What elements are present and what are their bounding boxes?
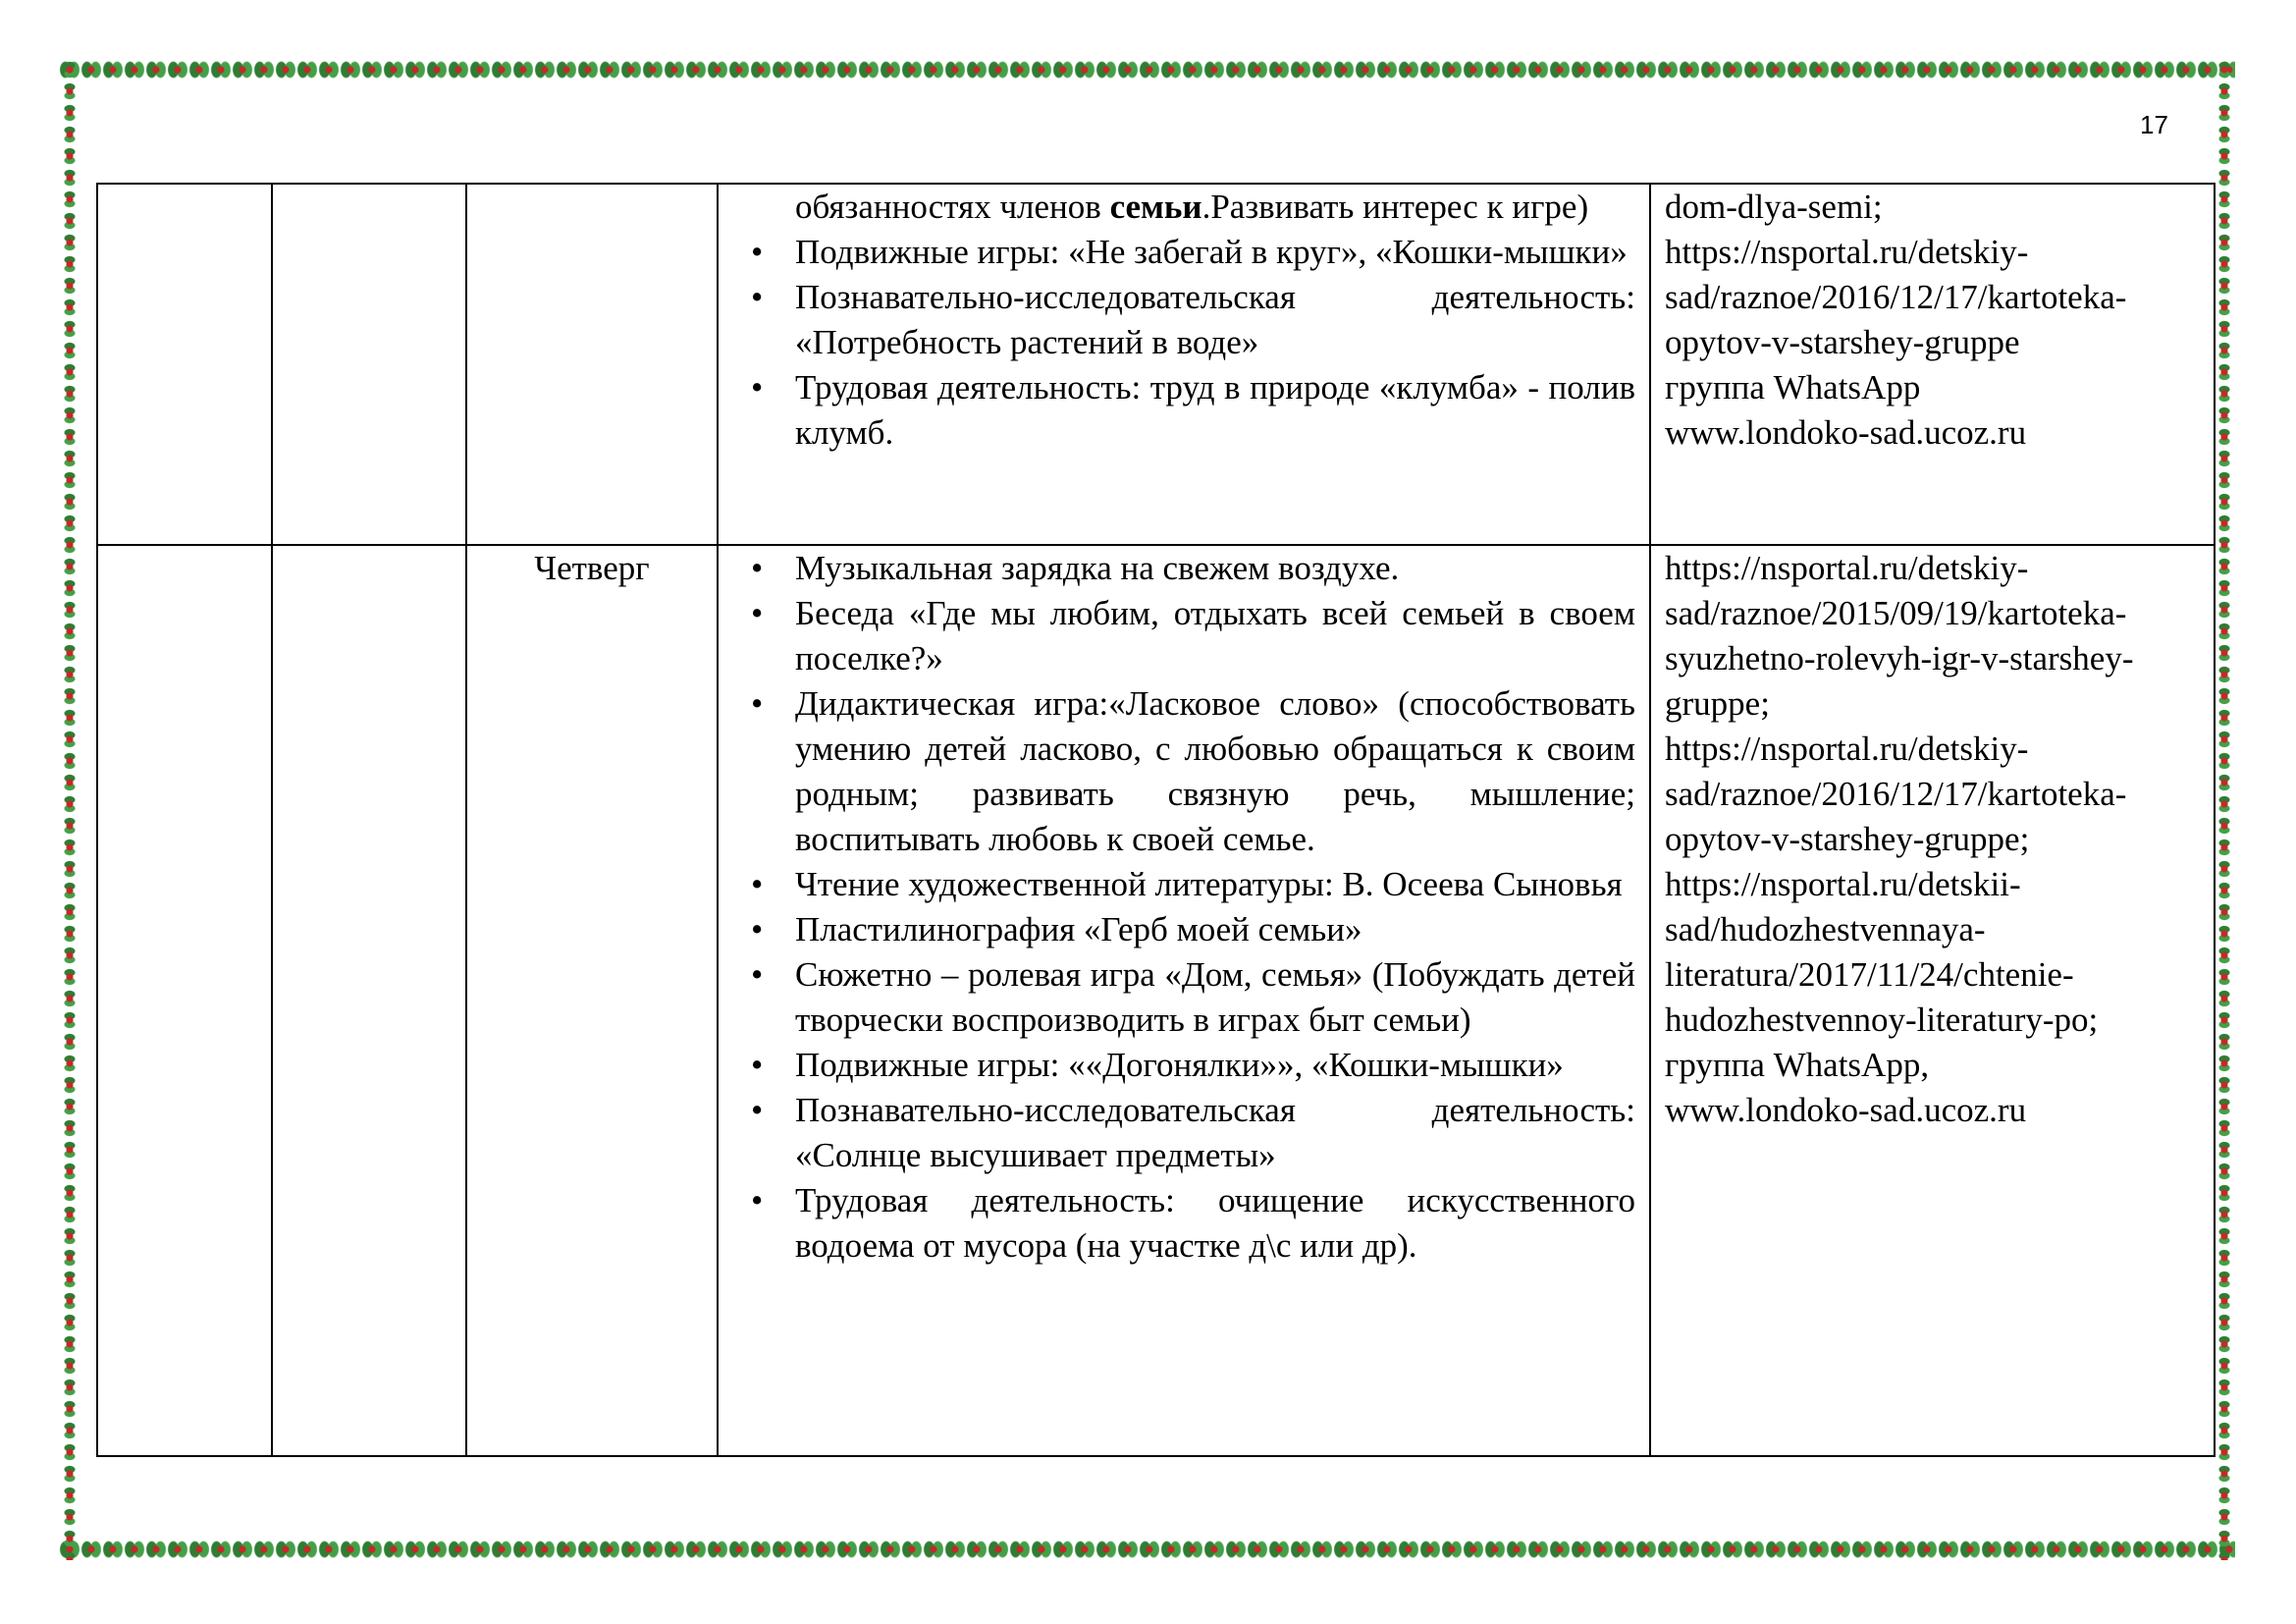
list-item: • Дидактическая игра:«Ласковое слово» (способствовать умению детей ласково, с любовью обращаться к своим родным; развивать связную речь, мышление; воспитывать любовь к своей семье.	[795, 681, 1635, 862]
resource-link[interactable]: https://nsportal.ru/detskii-	[1665, 865, 2021, 903]
activity-plan-table	[96, 183, 2216, 1457]
cell-resources	[1650, 184, 2215, 545]
resource-link[interactable]: sad/raznoe/2015/09/19/kartoteka-	[1665, 594, 2127, 632]
resource-link[interactable]: gruppe;	[1665, 684, 1770, 723]
cell-empty-1	[97, 184, 272, 545]
list-item: • Подвижные игры: ««Догонялки»», «Кошки-мышки»	[795, 1043, 1635, 1088]
activity-list	[732, 546, 1635, 1269]
resource-text: группа WhatsApp,	[1665, 1046, 1930, 1084]
list-item: • Подвижные игры: «Не забегай в круг», «Кошки-мышки»	[795, 230, 1635, 275]
list-item: • Познавательно-исследовательская деятельность: «Потребность растений в воде»	[795, 275, 1635, 365]
list-item: • Познавательно-исследовательская деятельность: «Солнце высушивает предметы»	[795, 1088, 1635, 1178]
resource-link[interactable]: opytov-v-starshey-gruppe	[1665, 323, 2020, 361]
resource-link[interactable]: literatura/2017/11/24/chtenie-	[1665, 955, 2074, 994]
resource-link[interactable]: opytov-v-starshey-gruppe;	[1665, 820, 2030, 858]
resource-link[interactable]: syuzhetno-rolevyh-igr-v-starshey-	[1665, 639, 2134, 677]
resource-link[interactable]: sad/raznoe/2016/12/17/kartoteka-	[1665, 775, 2127, 813]
resource-link[interactable]: sad/raznoe/2016/12/17/kartoteka-	[1665, 278, 2127, 316]
day-label: Четверг	[534, 549, 650, 587]
table-row	[97, 184, 2215, 545]
cell-empty-1	[97, 545, 272, 1456]
resource-text: группа WhatsApp	[1665, 368, 1921, 406]
resource-link[interactable]: www.londoko-sad.ucoz.ru	[1665, 1091, 2027, 1129]
list-item: • Чтение художественной литературы: В. Осеева Сыновья	[795, 862, 1635, 907]
holly-garland-left	[59, 59, 80, 1560]
list-item: • Трудовая деятельность: очищение искусственного водоема от мусора (на участке д\с или др).	[795, 1178, 1635, 1269]
cell-activities	[718, 545, 1650, 1456]
cell-day	[466, 545, 718, 1456]
list-item: • Трудовая деятельность: труд в природе «клумба» - полив клумб.	[795, 365, 1635, 456]
resource-link[interactable]: hudozhestvennoy-literatury-po;	[1665, 1001, 2099, 1039]
cell-resources	[1650, 545, 2215, 1456]
list-item: • Музыкальная зарядка на свежем воздухе.	[795, 546, 1635, 591]
resource-link[interactable]: https://nsportal.ru/detskiy-	[1665, 233, 2029, 271]
list-item: • Беседа «Где мы любим, отдыхать всей семьей в своем поселке?»	[795, 591, 1635, 681]
holly-garland-top	[59, 59, 2235, 81]
cell-activities	[718, 184, 1650, 545]
page-number: 17	[2140, 110, 2168, 139]
resource-link[interactable]: https://nsportal.ru/detskiy-	[1665, 549, 2029, 587]
resource-link[interactable]: dom-dlya-semi;	[1665, 188, 1883, 226]
holly-garland-bottom	[59, 1539, 2235, 1560]
resource-link[interactable]: www.londoko-sad.ucoz.ru	[1665, 413, 2027, 452]
list-item: обязанностях членов семьи.Развивать интерес к игре)	[795, 188, 1589, 226]
list-item: • Сюжетно – ролевая игра «Дом, семья» (Побуждать детей творчески воспроизводить в играх быт семьи)	[795, 952, 1635, 1043]
cell-empty-2	[272, 184, 466, 545]
list-item: • Пластилинография «Герб моей семьи»	[795, 907, 1635, 952]
cell-empty-2	[272, 545, 466, 1456]
table-row	[97, 545, 2215, 1456]
holly-garland-right	[2214, 59, 2235, 1560]
activity-list	[732, 185, 1635, 456]
resource-link[interactable]: https://nsportal.ru/detskiy-	[1665, 730, 2029, 768]
cell-day	[466, 184, 718, 545]
resource-link[interactable]: sad/hudozhestvennaya-	[1665, 910, 1986, 948]
